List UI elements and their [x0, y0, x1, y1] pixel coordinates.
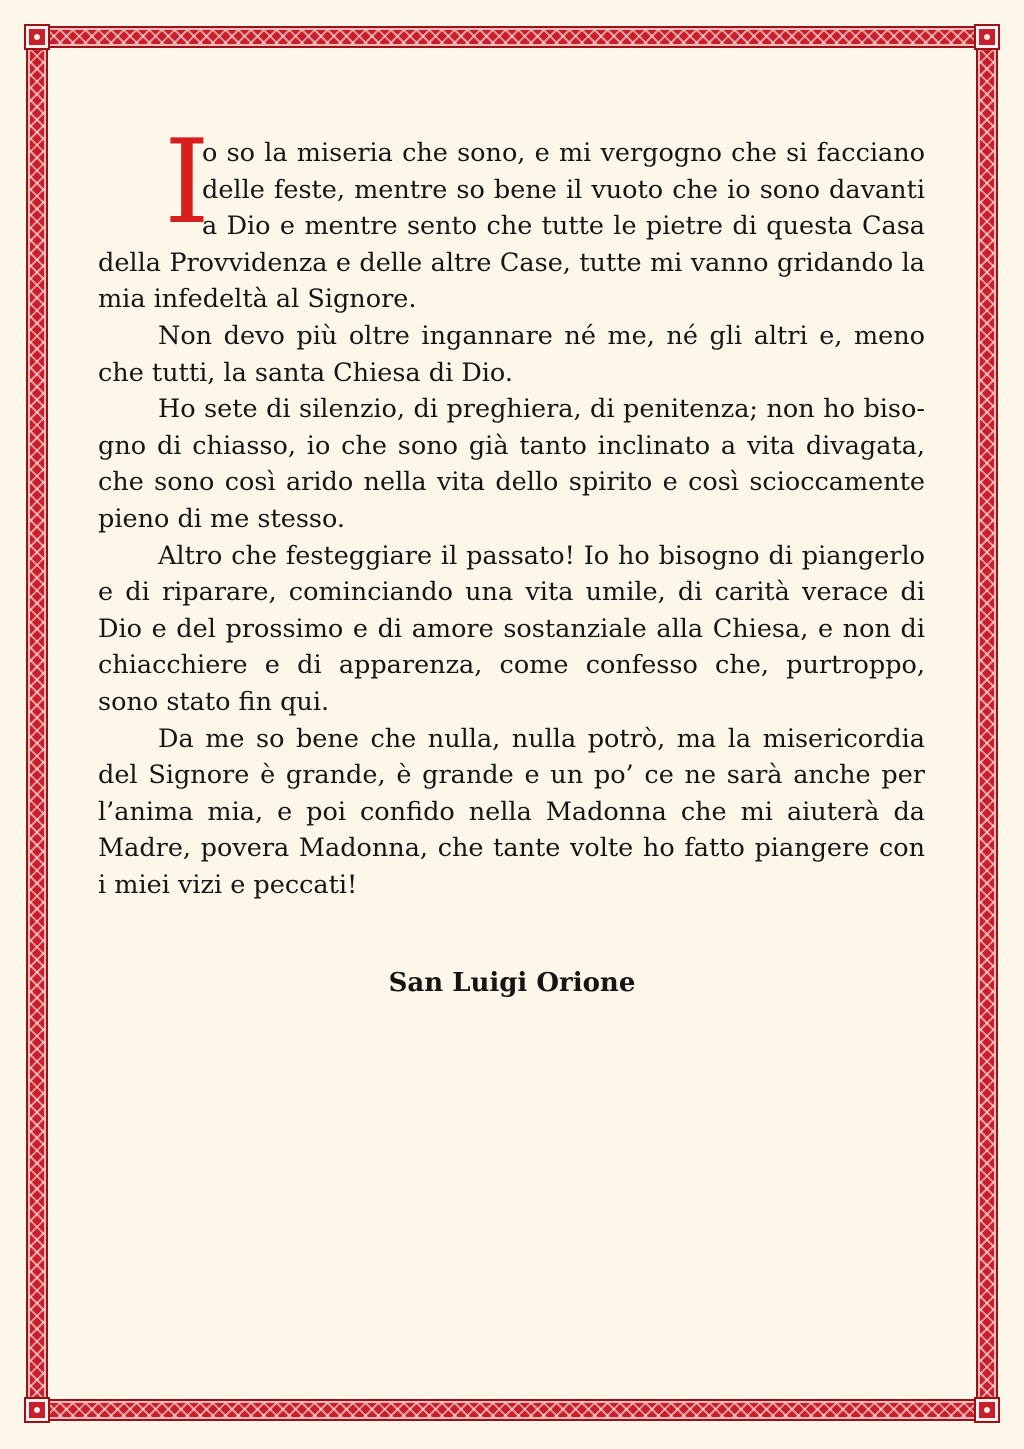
decorative-border-bottom	[26, 1399, 998, 1421]
decorative-border-top	[26, 26, 998, 48]
decorative-border-left	[26, 26, 48, 1421]
paragraph-1-text: o so la miseria che sono, e mi vergogno che si facciano delle feste, mentre so bene il vuoto che io sono davanti a Dio e mentre sento che tutte le pietre di questa Casa della Provvidenza e delle altre Case, tutte mi vanno gridando la mia infedeltà al Signore.	[98, 138, 925, 315]
decorative-border-right	[976, 26, 998, 1421]
paragraph-3: Ho sete di silenzio, di preghiera, di penitenza; non ho bisogno di chiasso, io che sono già tanto inclinato a vita divagata, che sono così arido nella vita dello spirito e così scioccamente pieno di me stesso.	[98, 394, 925, 534]
border-corner-ornament	[976, 1399, 998, 1421]
paragraph-2: Non devo più oltre ingannare né me, né gli altri e, meno che tutti, la santa Chiesa di Dio.	[98, 320, 925, 388]
drop-cap-container	[98, 115, 210, 250]
paragraph-1	[98, 115, 925, 318]
paragraph-4: Altro che festeggiare il passato! Io ho bisogno di piangerlo e di riparare, cominciando una vita umile, di carità verace di Dio e del prossimo e di amore sostanziale alla Chiesa, e non di chiacchiere e di apparenza, come confesso che, purtroppo, sono stato fin qui.	[98, 540, 925, 717]
drop-cap-letter: I	[164, 115, 210, 250]
body-text	[98, 115, 925, 903]
border-corner-ornament	[976, 26, 998, 48]
paragraph-5: Da me so bene che nulla, nulla potrò, ma la misericordia del Signore è grande, è grande e un po’ ce ne sarà anche per l’anima mia, e poi confido nella Madonna che mi aiuterà da Madre, povera Madonna, che tante volte ho fatto piangere con i miei vizi e peccati!	[98, 723, 925, 900]
border-corner-ornament	[26, 26, 48, 48]
signature: San Luigi Orione	[388, 968, 636, 998]
border-corner-ornament	[26, 1399, 48, 1421]
